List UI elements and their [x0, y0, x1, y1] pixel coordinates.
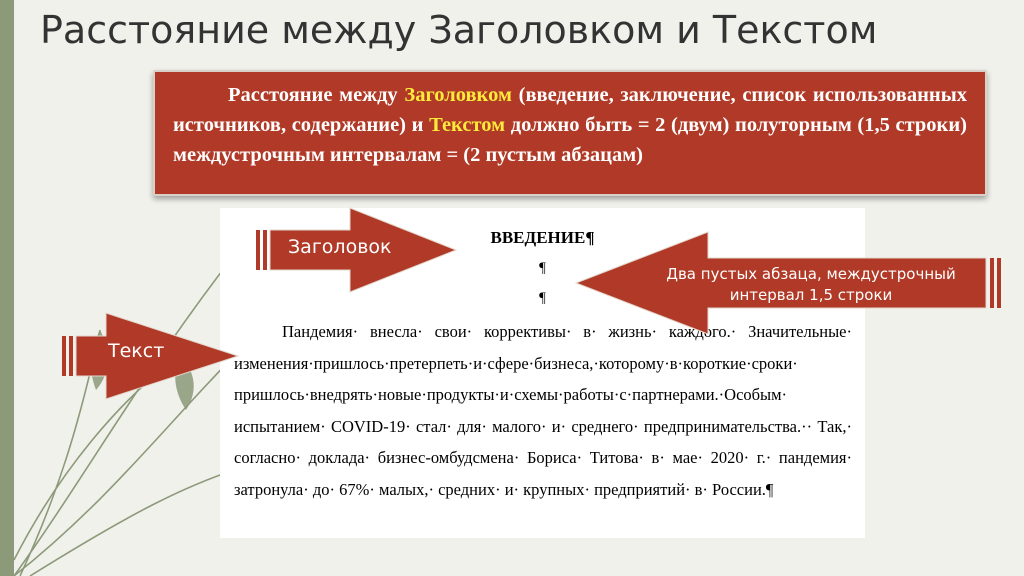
- empty-paragraph-mark-1: ¶: [539, 260, 546, 276]
- slide-title: Расстояние между Заголовком и Текстом: [40, 8, 878, 52]
- callout-text-part-1: Расстояние между: [228, 84, 405, 106]
- document-body-text: Пандемия· внесла· свои· коррективы· в· жизнь· каждого.· Значительные· изменения·пришлось·претерпеть·и·сфере·бизнеса,·которому·в·короткие·сроки· пришлось·внедрять·новые·продукты·и·схемы·работы·с·партнерами.·Особым· испытанием· COVID-19· стал· для· малого· и· среднего· предпринимательства.·· Так,· согласно· доклада· бизнес-омбудсмена· Бориса· Титова· в· мае· 2020· г.· пандемия· затронула· до· 67%· малых,· средних· и· крупных· предприятий· в· России.¶: [234, 322, 852, 499]
- text-arrow-label: Текст: [108, 340, 165, 362]
- empty-paragraphs-arrow-label: Два пустых абзаца, междустрочный интервал 1,5 строки: [666, 265, 956, 304]
- highlight-heading-word: Заголовком: [404, 84, 512, 106]
- document-heading: ВВЕДЕНИЕ¶: [490, 228, 595, 247]
- empty-paragraph-mark-2: ¶: [539, 290, 546, 306]
- callout-text-part-3: должно быть = 2 (двум) полуторным (1,5 строки) междустрочным интервалам = (2 пустым абзацам): [173, 114, 967, 166]
- highlight-text-word: Текстом: [429, 114, 506, 136]
- heading-arrow-label: Заголовок: [288, 236, 392, 258]
- callout-text-part-2: (введение, заключение, список использованных источников, содержание) и: [173, 84, 967, 136]
